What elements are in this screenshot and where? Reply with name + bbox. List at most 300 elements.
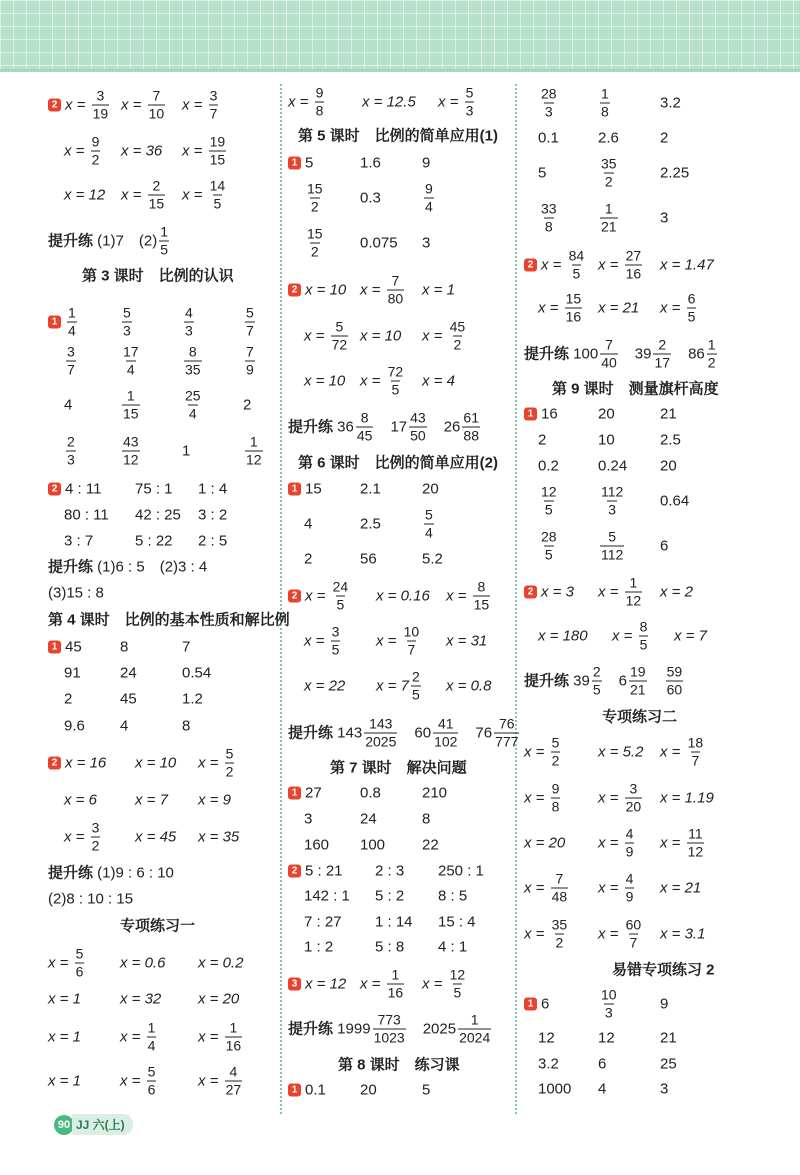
denominator: 15 [123,405,139,422]
fraction [600,338,618,371]
fraction [540,485,558,518]
numerator: 3 [96,87,105,104]
fraction [245,345,255,378]
answer-text: 12 [538,1029,555,1047]
answer-item [360,236,398,251]
answer-item [360,786,381,801]
denominator: 4 [188,405,197,422]
answer-item [288,580,351,613]
numerator: 35 [551,916,568,933]
answer-text: x = [305,587,330,605]
answer-text: x = [541,256,566,274]
answer-item [243,435,265,468]
answer-text: 24 [120,664,137,682]
numerator: 5 [123,304,131,321]
answer-item [612,620,650,653]
denominator: 88 [463,427,479,444]
fraction [409,411,427,444]
numerator: 15 [307,180,323,197]
answer-item [660,166,689,181]
fraction [540,202,558,235]
denominator: 5 [336,596,345,613]
answer-item [422,236,430,251]
answer-item [304,940,333,955]
denominator: 35 [185,361,201,378]
answer-item [198,793,231,808]
answer-item [660,791,714,806]
answer-item [660,827,706,860]
answer-item [360,482,381,497]
answer-text: 75 : 1 [135,480,173,498]
answer-text: x = [121,96,146,114]
column-divider [515,84,517,1114]
answer-item [64,692,72,707]
answer-item [524,918,570,951]
answer-text: x = 20 [524,834,566,852]
answer-item [660,292,698,325]
answer-item [524,782,562,815]
answer-item [360,838,385,853]
question-marker: 2 [524,586,537,599]
answer-item [135,508,181,523]
answer-item [120,435,142,468]
answer-text: 21 [660,405,677,423]
answer-item [598,433,615,448]
answer-item [598,576,644,609]
denominator: 7 [246,322,254,339]
fraction [306,227,324,260]
answer-item [598,918,644,951]
fraction [356,411,374,444]
answer-text: x = [360,975,385,993]
numerator: 1 [249,433,258,450]
answer-item [538,1057,559,1072]
question-marker: 2 [288,865,301,878]
answer-item [598,202,620,235]
denominator: 60 [666,681,683,698]
answer-text: x = [64,828,89,846]
answer-item [538,433,546,448]
answer-text: x = 31 [446,632,488,650]
fraction [625,918,643,951]
answer-text: 60 [399,724,432,742]
answer-item [438,940,467,955]
numerator: 143 [369,715,393,732]
answer-item [598,459,627,474]
answer-text: 3 [422,234,431,252]
answer-text: 100 [360,836,386,854]
answer-text: 3 : 2 [198,506,228,524]
denominator: 3 [608,501,617,518]
denominator: 19 [92,105,109,122]
numerator: 17 [123,343,139,360]
numerator: 8 [360,409,369,426]
numerator: 5 [147,1063,156,1080]
denominator: 45 [356,427,373,444]
answer-item [660,585,693,600]
denominator: 21 [601,218,617,235]
answer-text: x = 1 [422,281,455,299]
answer-text: 76 [460,724,493,742]
answer-text: x = 6 [64,791,97,809]
answer-item [64,135,102,168]
answer-text: 15 : 4 [438,913,476,931]
numerator: 28 [541,528,557,545]
fraction [551,782,561,815]
numerator: 15 [307,225,323,242]
heading-text: 第 3 课时 比例的认识 [82,267,234,285]
answer-text: x = [524,879,549,897]
denominator: 16 [625,265,642,282]
answer-text: x = [422,327,447,345]
answer-item [524,736,562,769]
denominator: 16 [225,1037,242,1054]
answer-item [598,87,612,120]
answer-text: x = [48,954,73,972]
denominator: 6 [75,963,84,980]
answer-item [360,274,406,307]
fraction [540,530,558,563]
answer-item [182,179,228,212]
answer-text: 25 [660,1055,677,1073]
answer-item [422,968,468,1001]
answer-text: 2 [660,129,669,147]
fraction [551,918,569,951]
answer-text: 24 [360,810,377,828]
answer-text: 8 [182,717,191,735]
answer-text: 2025 [407,1020,457,1038]
answer-text: 91 [64,664,81,682]
numerator: 3 [629,780,638,797]
answer-text: x = [524,789,549,807]
fraction [184,345,202,378]
answer-text: 1 : 4 [198,480,228,498]
answer-text: 27 [305,784,322,802]
answer-item [120,919,195,934]
answer-item [120,640,128,655]
answer-item [48,586,104,601]
fraction [148,179,166,212]
answer-text: 160 [304,836,330,854]
numerator: 3 [67,343,75,360]
question-marker: 2 [48,483,61,496]
numerator: 15 [565,290,582,307]
answer-item [360,812,377,827]
numerator: 2 [592,663,601,680]
answer-item [538,459,559,474]
answer-item [660,407,677,422]
numerator: 1 [160,223,168,240]
answer-item [64,719,85,734]
header-grid-band [0,0,800,72]
answer-item [552,382,719,397]
denominator: 3 [544,103,553,120]
denominator: 5 [331,641,340,658]
answer-item [64,508,109,523]
denominator: 12 [246,451,262,468]
numerator: 25 [185,387,201,404]
answer-text: 20 [660,457,677,475]
question-marker: 1 [48,316,61,329]
fraction [403,625,421,658]
answer-item [375,864,404,879]
question-marker: 1 [48,641,61,654]
answer-text: 250 : 1 [438,862,484,880]
fraction [449,320,467,353]
answer-text: x = 5.2 [598,743,644,761]
numerator: 61 [463,409,479,426]
answer-text: x = [288,93,313,111]
question-marker: 2 [48,757,61,770]
numerator: 5 [75,945,84,962]
denominator: 1023 [373,1029,405,1046]
answer-text: x = [446,587,471,605]
answer-text: 1000 [538,1080,572,1098]
fraction [458,1013,491,1046]
answer-text: 8 [120,638,129,656]
answer-item [660,433,681,448]
answer-item [446,580,492,613]
answer-item [135,482,173,497]
denominator: 102 [434,733,458,750]
answer-item [360,968,406,1001]
answer-text: x = [524,743,549,761]
answer-item [64,398,72,413]
denominator: 5 [213,195,222,212]
answer-item [304,812,312,827]
numerator: 7 [555,870,564,887]
denominator: 7 [629,934,638,951]
answer-text: 5 : 21 [305,862,343,880]
answer-item [64,188,105,203]
answer-text: 5 [538,164,547,182]
answer-item [288,482,322,497]
numerator: 2 [67,433,75,450]
answer-item [288,977,346,992]
answer-text: x = [376,632,401,650]
numerator: 7 [246,343,254,360]
answer-item [304,625,342,658]
answer-item [524,249,587,282]
answer-text: x = 0.8 [446,677,492,695]
answer-text: 2 [243,396,252,414]
answer-item [304,182,326,215]
answer-item [538,87,560,120]
answer-item [422,482,439,497]
answer-item [48,1074,81,1089]
answer-item [598,782,644,815]
answer-item [48,89,111,122]
answer-item [538,166,546,181]
denominator: 4 [425,198,433,215]
answer-text: 17 [375,418,408,436]
answer-text: 5 : 8 [375,938,405,956]
answer-item [598,1057,606,1072]
heading-text: 专项练习一 [120,917,196,935]
answer-item [182,444,190,459]
numerator: 8 [188,343,197,360]
answer-item [376,589,430,604]
answer-text: 2.5 [660,431,681,449]
fraction [600,202,618,235]
answer-text: 7 [182,638,191,656]
answer-item [120,389,142,422]
numerator: 14 [209,177,226,194]
denominator: 27 [225,1081,242,1098]
answer-text: x = 16 [65,754,107,772]
answer-text: x = [182,186,207,204]
fraction [424,508,434,541]
answer-item [304,679,345,694]
denominator: 2025 [365,733,397,750]
numerator: 9 [551,780,560,797]
denominator: 5 [544,501,553,518]
answer-text: 1.2 [182,690,203,708]
denominator: 4 [68,322,76,339]
answer-text: 5 [305,154,314,172]
answer-text: 2 [538,431,547,449]
denominator: 2 [310,198,319,215]
answer-text: x = 0.6 [120,954,166,972]
answer-text: 0.24 [598,457,628,475]
fraction [411,670,421,703]
numerator: 1 [391,966,400,983]
answer-text: (1)9 : 6 : 10 [93,864,174,882]
answer-text: 2.1 [360,480,381,498]
answer-item [48,225,171,258]
answer-text: x = 1.19 [660,789,714,807]
answer-text: x = 36 [121,142,163,160]
answer-text: 7 : 27 [304,913,342,931]
answer-text: 0.64 [660,492,690,510]
answer-text: 3 [660,209,669,227]
heading-text: 第 6 课时 比例的简单应用(2) [298,454,499,472]
answer-text: x = 12 [64,186,106,204]
fraction [245,435,263,468]
answer-item [198,1021,244,1054]
answer-item [298,129,498,144]
answer-item [198,992,239,1007]
answer-item [64,666,81,681]
answer-item [288,1083,326,1098]
answer-text: x = [598,789,623,807]
answer-item [422,374,455,389]
answer-item [120,666,137,681]
answer-item [120,1021,158,1054]
answer-item [360,191,381,206]
heading-text: 提升练 [48,558,94,576]
answer-text: 4 [64,396,73,414]
fraction [159,225,169,258]
denominator: 2024 [459,1029,491,1046]
answer-item [422,320,468,353]
denominator: 3 [185,322,193,339]
question-marker: 1 [288,787,301,800]
answer-text: (1)6 : 5 (2)3 : 4 [93,558,208,576]
answer-text: 2 : 5 [198,532,228,550]
answer-item [438,889,467,904]
answer-item [48,756,106,771]
answer-text: x = [121,186,146,204]
fraction [387,968,405,1001]
answer-item [243,398,251,413]
answer-item [243,345,257,378]
answer-text: 4 [120,717,129,735]
answer-text: 4 [598,1080,607,1098]
answer-item [660,539,668,554]
answer-text: x = 35 [198,828,240,846]
numerator: 1 [707,336,716,353]
answer-item [135,830,176,845]
answer-item [598,157,620,190]
answer-text: 12 [598,1029,615,1047]
answer-item [198,830,239,845]
answer-item [120,1065,158,1098]
numerator: 9 [425,180,433,197]
answer-item [524,338,719,371]
answer-text: x = [182,142,207,160]
fraction [568,249,586,282]
answer-text: 6 [603,672,628,690]
answer-text: x = 4 [422,372,455,390]
answer-text: x = 7 [135,791,168,809]
denominator: 9 [246,361,254,378]
answer-item [602,710,677,725]
answer-text: x = [120,1072,145,1090]
answer-text: 3 [304,810,313,828]
denominator: 40 [601,354,617,371]
denominator: 48 [551,888,568,905]
answer-item [48,892,133,907]
answer-text: 2 : 3 [375,862,405,880]
numerator: 43 [410,409,426,426]
answer-text: 8 [422,810,431,828]
answer-item [304,320,350,353]
answer-item [598,301,639,316]
fraction [92,89,110,122]
denominator: 15 [473,596,490,613]
answer-item [288,786,322,801]
answer-item [120,692,137,707]
numerator: 2 [152,177,161,194]
answer-item [135,793,168,808]
answer-item [660,211,668,226]
numerator: 10 [601,986,617,1003]
answer-text: x = 3.1 [660,925,706,943]
answer-item [674,629,707,644]
answer-text: 1 : 14 [375,913,413,931]
answer-text: x = [598,834,623,852]
denominator: 5 [160,241,168,258]
denominator: 5 [391,381,400,398]
answer-item [598,1031,615,1046]
answer-item [82,269,234,284]
fraction [67,306,77,339]
denominator: 5 [592,681,601,698]
denominator: 2 [91,151,100,168]
fraction [91,821,101,854]
answer-item [64,345,78,378]
answer-text: 20 [422,480,439,498]
answer-text: 0.8 [360,784,381,802]
answer-item [288,283,346,298]
fraction [494,717,519,750]
numerator: 60 [625,916,642,933]
answer-text: x = [360,372,385,390]
denominator: 2 [225,763,234,780]
answer-item [48,306,79,339]
denominator: 80 [387,290,404,307]
